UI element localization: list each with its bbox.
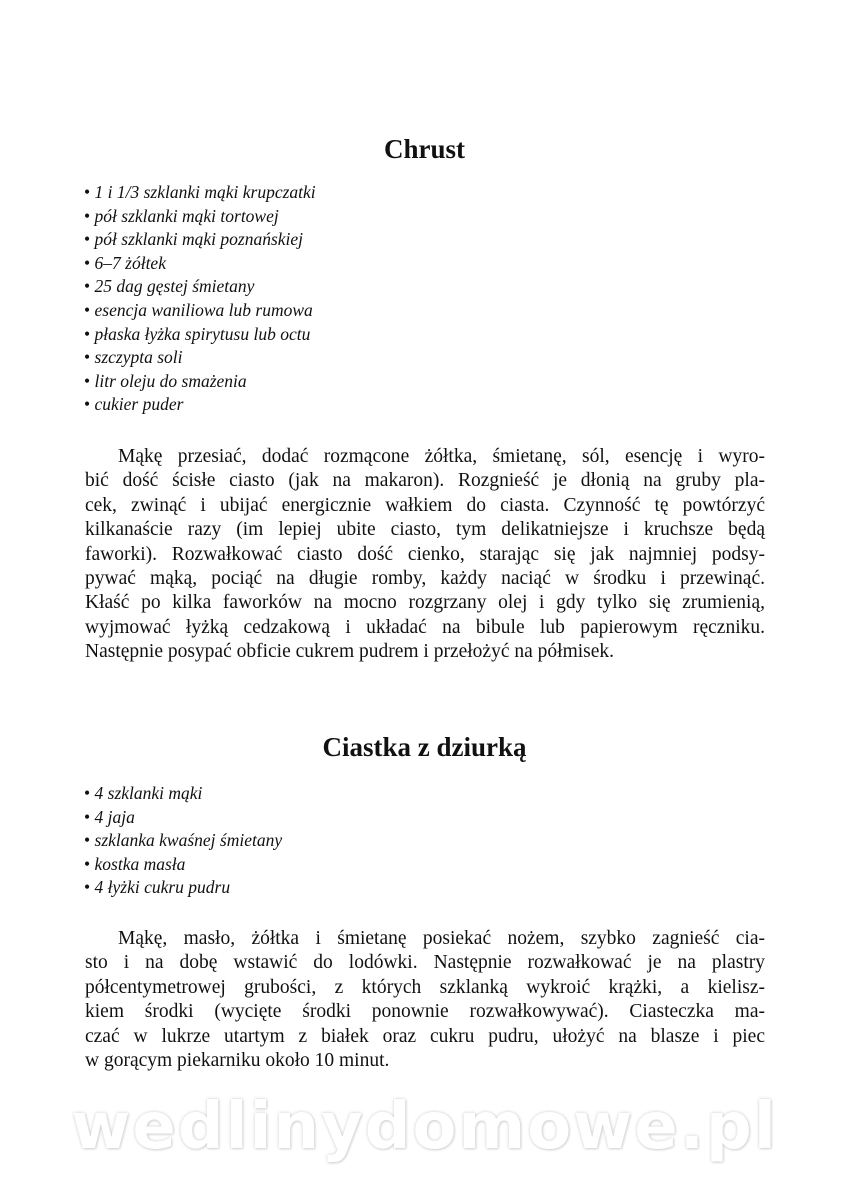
text-line: Mąkę, masło, żółtka i śmietanę posiekać nożem, szybko zagnieść cia- [118,928,765,949]
text-line: kilkanaście razy (im lepiej ubite ciasto, tym delikatniejsze i kruchsze będą [85,519,765,541]
ingredient-list [84,181,316,417]
recipe-title: Ciastka z dziurką [322,732,527,762]
ingredient-list [84,782,282,900]
text-line: faworki). Rozwałkować ciasto dość cienko, starając się jak najmniej podsy- [85,543,765,565]
ingredient: • 4 łyżki cukru pudru [84,876,282,900]
text-line: kiem środki (wycięte środki ponownie rozwałkowywać). Ciasteczka ma- [85,1001,765,1023]
recipe-title: Chrust [383,134,465,164]
ingredient: • szklanka kwaśnej śmietany [84,829,282,853]
ingredient: • płaska łyżka spirytusu lub octu [84,323,316,347]
ingredient: • cukier puder [84,393,316,417]
text-line: bić dość ścisłe ciasto (jak na makaron). Rozgnieść je dłonią na gruby pla- [85,470,765,492]
text-line: Następnie posypać obficie cukrem pudrem i przełożyć na półmisek. [85,641,615,663]
ingredient: • 25 dag gęstej śmietany [84,275,316,299]
ingredient: • kostka masła [84,853,282,877]
ingredient: • pół szklanki mąki tortowej [84,205,316,229]
text-line: pywać mąką, pociąć na długie romby, każdy naciąć w środku i przewinąć. [85,568,765,590]
text-line: cek, zwinąć i ubijać energicznie wałkiem do ciasta. Czynność tę powtórzyć [85,494,765,516]
ingredient: • 6–7 żółtek [84,252,316,276]
ingredient: • litr oleju do smażenia [84,370,316,394]
ingredient: • 4 szklanki mąki [84,782,282,806]
text-line: sto i na dobę wstawić do lodówki. Następnie rozwałkować je na plastry [85,952,765,974]
text-line: czać w lukrze utartym z białek oraz cukru pudru, ułożyć na blasze i piec [85,1025,765,1047]
ingredient: • 1 i 1/3 szklanki mąki krupczatki [84,181,316,205]
ingredient: • esencja waniliowa lub rumowa [84,299,316,323]
text-line: wyjmować łyżką cedzakową i układać na bibule lub papierowym ręczniku. [85,616,765,638]
text-line: w gorącym piekarniku około 10 minut. [85,1050,390,1072]
ingredient: • szczypta soli [84,346,316,370]
text-line: Kłaść po kilka faworków na mocno rozgrzany olej i gdy tylko się zrumienią, [85,592,765,614]
ingredient: • pół szklanki mąki poznańskiej [84,228,316,252]
ingredient: • 4 jaja [84,806,282,830]
instructions-paragraph [85,445,765,665]
text-line: Mąkę przesiać, dodać rozmącone żółtka, śmietanę, sól, esencję i wyro- [118,446,765,467]
text-line: półcentymetrowej grubości, z których szklanką wykroić krążki, a kielisz- [85,976,765,998]
instructions-paragraph [85,927,765,1073]
watermark: wedlinydomowe.pl [71,1090,778,1164]
